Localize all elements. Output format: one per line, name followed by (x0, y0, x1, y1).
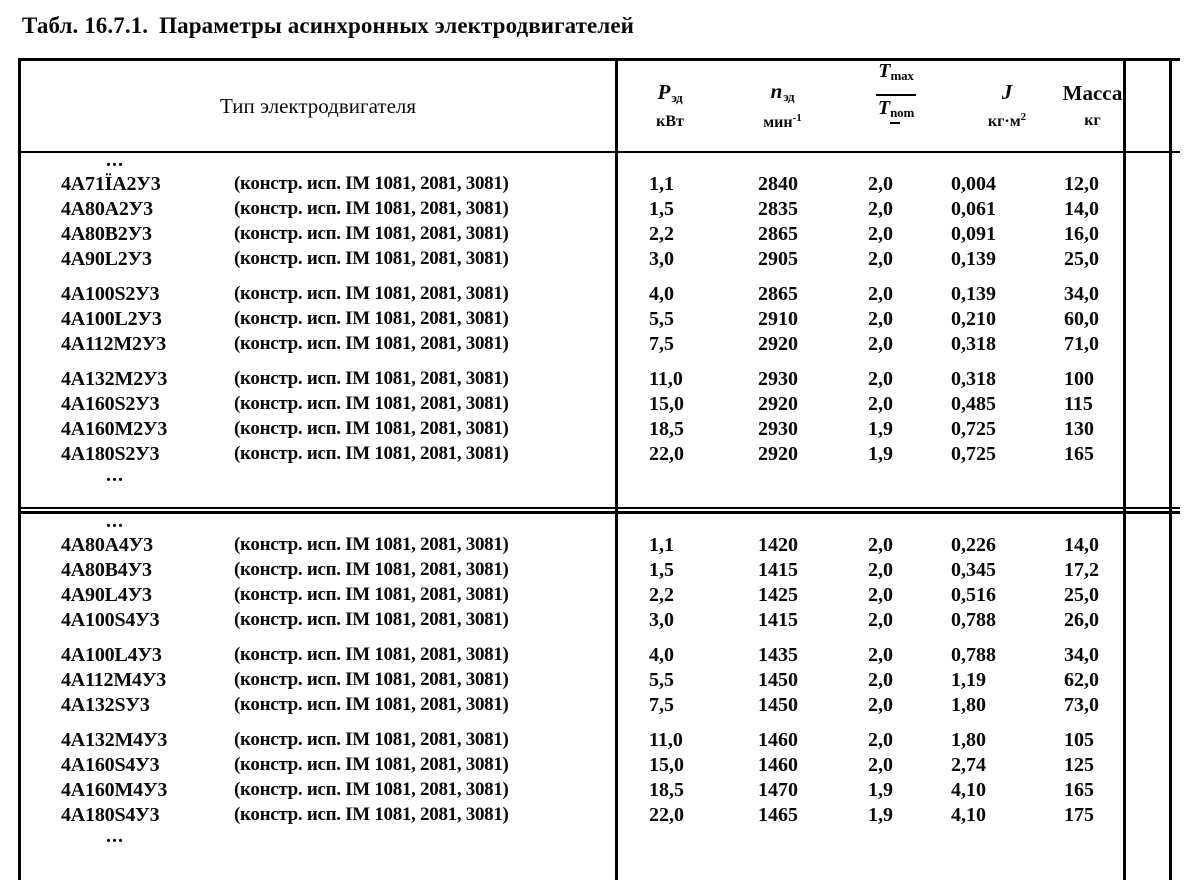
cell-torque-ratio: 2,0 (868, 308, 893, 330)
cell-mass: 25,0 (1064, 248, 1099, 270)
cell-speed: 2930 (758, 368, 798, 390)
cell-mass: 125 (1064, 754, 1094, 776)
table-row (21, 804, 1180, 829)
cell-speed: 2905 (758, 248, 798, 270)
cell-power: 3,0 (649, 609, 674, 631)
cell-speed: 2920 (758, 333, 798, 355)
cell-mass: 105 (1064, 729, 1094, 751)
cell-mass: 100 (1064, 368, 1094, 390)
mounting-execution: (констр. исп. IM 1081, 2081, 3081) (234, 368, 509, 389)
table-row (21, 754, 1180, 779)
ellipsis-marker: ... (106, 464, 124, 486)
cell-speed: 1460 (758, 754, 798, 776)
torque-ratio-denominator: $T_{nom}$ (877, 96, 915, 120)
cell-power: 2,2 (649, 584, 674, 606)
cell-speed: 2865 (758, 283, 798, 305)
table-row (21, 198, 1180, 223)
cell-torque-ratio: 2,0 (868, 283, 893, 305)
header-inertia-symbol: J (1001, 80, 1013, 105)
cell-torque-ratio: 2,0 (868, 393, 893, 415)
mounting-execution: (констр. исп. IM 1081, 2081, 3081) (234, 644, 509, 665)
table-row (21, 609, 1180, 634)
cell-mass: 165 (1064, 779, 1094, 801)
header-mass (1062, 61, 1123, 151)
ellipsis-row (21, 464, 1180, 488)
mounting-execution: (констр. исп. IM 1081, 2081, 3081) (234, 694, 509, 715)
cell-power: 7,5 (649, 333, 674, 355)
cell-torque-ratio: 2,0 (868, 669, 893, 691)
header-type-column (21, 61, 615, 151)
cell-torque-ratio: 2,0 (868, 368, 893, 390)
mounting-execution: (констр. исп. IM 1081, 2081, 3081) (234, 308, 509, 329)
header-inertia (952, 61, 1062, 151)
cell-torque-ratio: 2,0 (868, 729, 893, 751)
torque-ratio-numerator: $T_{max}$ (878, 60, 914, 83)
cell-mass: 73,0 (1064, 694, 1099, 716)
cell-power: 22,0 (649, 804, 684, 826)
cell-inertia: 0,139 (951, 248, 996, 270)
motor-type: 4A112M4У3 (61, 669, 167, 691)
cell-mass: 25,0 (1064, 584, 1099, 606)
cell-speed: 2865 (758, 223, 798, 245)
cell-speed: 1450 (758, 694, 798, 716)
cell-power: 5,5 (649, 669, 674, 691)
cell-mass: 34,0 (1064, 283, 1099, 305)
cell-torque-ratio: 2,0 (868, 694, 893, 716)
mounting-execution: (констр. исп. IM 1081, 2081, 3081) (234, 173, 509, 194)
cell-mass: 34,0 (1064, 644, 1099, 666)
header-speed-unit: мин$^{-1}$ (763, 111, 802, 131)
cell-speed: 1425 (758, 584, 798, 606)
cell-mass: 16,0 (1064, 223, 1099, 245)
cell-mass: 60,0 (1064, 308, 1099, 330)
ellipsis-marker: ... (106, 825, 124, 847)
cell-power: 7,5 (649, 694, 674, 716)
mounting-execution: (констр. исп. IM 1081, 2081, 3081) (234, 584, 509, 605)
cell-torque-ratio: 2,0 (868, 609, 893, 631)
cell-inertia: 0,725 (951, 443, 996, 465)
mounting-execution: (констр. исп. IM 1081, 2081, 3081) (234, 443, 509, 464)
mounting-execution: (констр. исп. IM 1081, 2081, 3081) (234, 418, 509, 439)
cell-mass: 71,0 (1064, 333, 1099, 355)
cell-mass: 14,0 (1064, 534, 1099, 556)
header-mass-unit: кг (1084, 112, 1101, 130)
mounting-execution: (констр. исп. IM 1081, 2081, 3081) (234, 393, 509, 414)
cell-inertia: 0,516 (951, 584, 996, 606)
cell-inertia: 2,74 (951, 754, 986, 776)
header-power-unit: кВт (656, 112, 684, 130)
cell-torque-ratio: 2,0 (868, 173, 893, 195)
cell-speed: 1415 (758, 559, 798, 581)
cell-power: 1,5 (649, 198, 674, 220)
motor-type: 4A100L2У3 (61, 308, 162, 330)
cell-speed: 2910 (758, 308, 798, 330)
cell-mass: 26,0 (1064, 609, 1099, 631)
table-row (21, 584, 1180, 609)
cell-power: 18,5 (649, 418, 684, 440)
cell-mass: 62,0 (1064, 669, 1099, 691)
cell-power: 1,1 (649, 173, 674, 195)
cell-torque-ratio: 2,0 (868, 559, 893, 581)
cell-inertia: 4,10 (951, 804, 986, 826)
cell-inertia: 0,226 (951, 534, 996, 556)
cell-inertia: 0,091 (951, 223, 996, 245)
cell-mass: 17,2 (1064, 559, 1099, 581)
table-row (21, 729, 1180, 754)
table-row (21, 418, 1180, 443)
motor-type: 4A80B2У3 (61, 223, 152, 245)
table-row (21, 694, 1180, 719)
cell-speed: 2930 (758, 418, 798, 440)
motor-type: 4A80A4У3 (61, 534, 153, 556)
cell-torque-ratio: 2,0 (868, 754, 893, 776)
motor-type: 4A90L2У3 (61, 248, 152, 270)
ellipsis-row (21, 149, 1180, 173)
motor-type: 4A80A2У3 (61, 198, 153, 220)
table-row (21, 644, 1180, 669)
cell-power: 3,0 (649, 248, 674, 270)
ellipsis-marker: ... (106, 510, 124, 532)
cell-torque-ratio: 2,0 (868, 584, 893, 606)
table-row (21, 534, 1180, 559)
cell-power: 22,0 (649, 443, 684, 465)
mounting-execution: (констр. исп. IM 1081, 2081, 3081) (234, 223, 509, 244)
motor-type: 4A180S2У3 (61, 443, 160, 465)
motor-type: 4A132M2У3 (61, 368, 168, 390)
table-number: Табл. 16.7.1. (22, 13, 149, 38)
cell-speed: 2835 (758, 198, 798, 220)
cell-torque-ratio: 2,0 (868, 248, 893, 270)
motor-type: 4A80B4У3 (61, 559, 152, 581)
cell-mass: 130 (1064, 418, 1094, 440)
cell-torque-ratio: 1,9 (868, 418, 893, 440)
cell-mass: 165 (1064, 443, 1094, 465)
motor-parameters-table (18, 58, 1180, 880)
cell-inertia: 0,788 (951, 644, 996, 666)
table-row (21, 283, 1180, 308)
cell-inertia: 1,80 (951, 694, 986, 716)
mounting-execution: (констр. исп. IM 1081, 2081, 3081) (234, 333, 509, 354)
cell-inertia: 1,80 (951, 729, 986, 751)
motor-type: 4A160S2У3 (61, 393, 160, 415)
cell-inertia: 0,485 (951, 393, 996, 415)
cell-speed: 1420 (758, 534, 798, 556)
cell-power: 11,0 (649, 729, 683, 751)
mounting-execution: (констр. исп. IM 1081, 2081, 3081) (234, 609, 509, 630)
cell-inertia: 0,061 (951, 198, 996, 220)
table-block-2-pole (21, 149, 1180, 488)
cell-mass: 12,0 (1064, 173, 1099, 195)
cell-power: 18,5 (649, 779, 684, 801)
cell-torque-ratio: 1,9 (868, 779, 893, 801)
motor-type: 4A112M2У3 (61, 333, 167, 355)
cell-power: 4,0 (649, 644, 674, 666)
header-inertia-unit: $кг\cdot м^2$ (987, 111, 1027, 131)
cell-speed: 1450 (758, 669, 798, 691)
header-power-symbol: $P_{эд}$ (657, 80, 683, 106)
fraction-bar (876, 94, 916, 96)
motor-type: 4A100S4У3 (61, 609, 160, 631)
ellipsis-marker: ... (106, 149, 124, 171)
cell-speed: 2920 (758, 443, 798, 465)
mounting-execution: (констр. исп. IM 1081, 2081, 3081) (234, 669, 509, 690)
cell-torque-ratio: 1,9 (868, 804, 893, 826)
cell-inertia: 0,788 (951, 609, 996, 631)
cell-inertia: 0,345 (951, 559, 996, 581)
cell-torque-ratio: 2,0 (868, 333, 893, 355)
motor-type: 4A180S4У3 (61, 804, 160, 826)
cell-inertia: 0,318 (951, 368, 996, 390)
header-type-label: Тип электродвигателя (219, 93, 417, 118)
table-row (21, 308, 1180, 333)
cell-power: 15,0 (649, 754, 684, 776)
header-mass-symbol: Масса (1062, 81, 1123, 106)
mounting-execution: (констр. исп. IM 1081, 2081, 3081) (234, 804, 509, 825)
cell-inertia: 0,139 (951, 283, 996, 305)
table-row (21, 393, 1180, 418)
motor-type: 4A100L4У3 (61, 644, 162, 666)
cell-torque-ratio: 2,0 (868, 198, 893, 220)
table-row (21, 669, 1180, 694)
mounting-execution: (констр. исп. IM 1081, 2081, 3081) (234, 248, 509, 269)
motor-type: 4A160M4У3 (61, 779, 168, 801)
motor-type: 4A132M4У3 (61, 729, 168, 751)
header-torque-ratio (840, 61, 952, 151)
mounting-execution: (констр. исп. IM 1081, 2081, 3081) (234, 559, 509, 580)
cell-torque-ratio: 2,0 (868, 534, 893, 556)
cell-inertia: 0,210 (951, 308, 996, 330)
cell-speed: 2920 (758, 393, 798, 415)
cell-inertia: 0,725 (951, 418, 996, 440)
header-speed-symbol: $n_{эд}$ (770, 79, 795, 105)
motor-type: 4A160S4У3 (61, 754, 160, 776)
motor-type: 4A90L4У3 (61, 584, 152, 606)
table-row (21, 779, 1180, 804)
motor-type: 4A132SУ3 (61, 694, 150, 716)
cell-inertia: 4,10 (951, 779, 986, 801)
cell-inertia: 0,004 (951, 173, 996, 195)
header-speed (725, 61, 840, 151)
cell-mass: 14,0 (1064, 198, 1099, 220)
table-row (21, 173, 1180, 198)
table-block-4-pole (21, 510, 1180, 849)
cell-torque-ratio: 2,0 (868, 223, 893, 245)
cell-power: 2,2 (649, 223, 674, 245)
cell-inertia: 1,19 (951, 669, 986, 691)
cell-mass: 115 (1064, 393, 1093, 415)
mounting-execution: (констр. исп. IM 1081, 2081, 3081) (234, 729, 509, 750)
table-row (21, 248, 1180, 273)
table-caption (22, 13, 634, 39)
cell-power: 11,0 (649, 368, 683, 390)
motor-type: 4A71ÏA2У3 (61, 173, 161, 195)
mounting-execution: (констр. исп. IM 1081, 2081, 3081) (234, 283, 509, 304)
motor-type: 4A160M2У3 (61, 418, 168, 440)
table-title: Параметры асинхронных электродвигателей (159, 13, 635, 38)
cell-speed: 1465 (758, 804, 798, 826)
table-row (21, 443, 1180, 468)
cell-power: 15,0 (649, 393, 684, 415)
cell-mass: 175 (1064, 804, 1094, 826)
table-row (21, 333, 1180, 358)
table-row (21, 223, 1180, 248)
cell-power: 1,1 (649, 534, 674, 556)
ellipsis-row (21, 825, 1180, 849)
cell-power: 4,0 (649, 283, 674, 305)
cell-speed: 1470 (758, 779, 798, 801)
mounting-execution: (констр. исп. IM 1081, 2081, 3081) (234, 779, 509, 800)
mounting-execution: (констр. исп. IM 1081, 2081, 3081) (234, 754, 509, 775)
header-numeric-columns (615, 61, 1123, 151)
cell-torque-ratio: 2,0 (868, 644, 893, 666)
mounting-execution: (констр. исп. IM 1081, 2081, 3081) (234, 534, 509, 555)
torque-ratio-fraction (876, 60, 916, 120)
cell-power: 5,5 (649, 308, 674, 330)
table-row (21, 559, 1180, 584)
cell-speed: 2840 (758, 173, 798, 195)
block-separator-rule-upper (21, 507, 1180, 509)
cell-speed: 1415 (758, 609, 798, 631)
cell-inertia: 0,318 (951, 333, 996, 355)
table-row (21, 368, 1180, 393)
cell-torque-ratio: 1,9 (868, 443, 893, 465)
ellipsis-row (21, 510, 1180, 534)
header-power (615, 61, 725, 151)
cell-power: 1,5 (649, 559, 674, 581)
cell-speed: 1435 (758, 644, 798, 666)
mounting-execution: (констр. исп. IM 1081, 2081, 3081) (234, 198, 509, 219)
cell-speed: 1460 (758, 729, 798, 751)
motor-type: 4A100S2У3 (61, 283, 160, 305)
